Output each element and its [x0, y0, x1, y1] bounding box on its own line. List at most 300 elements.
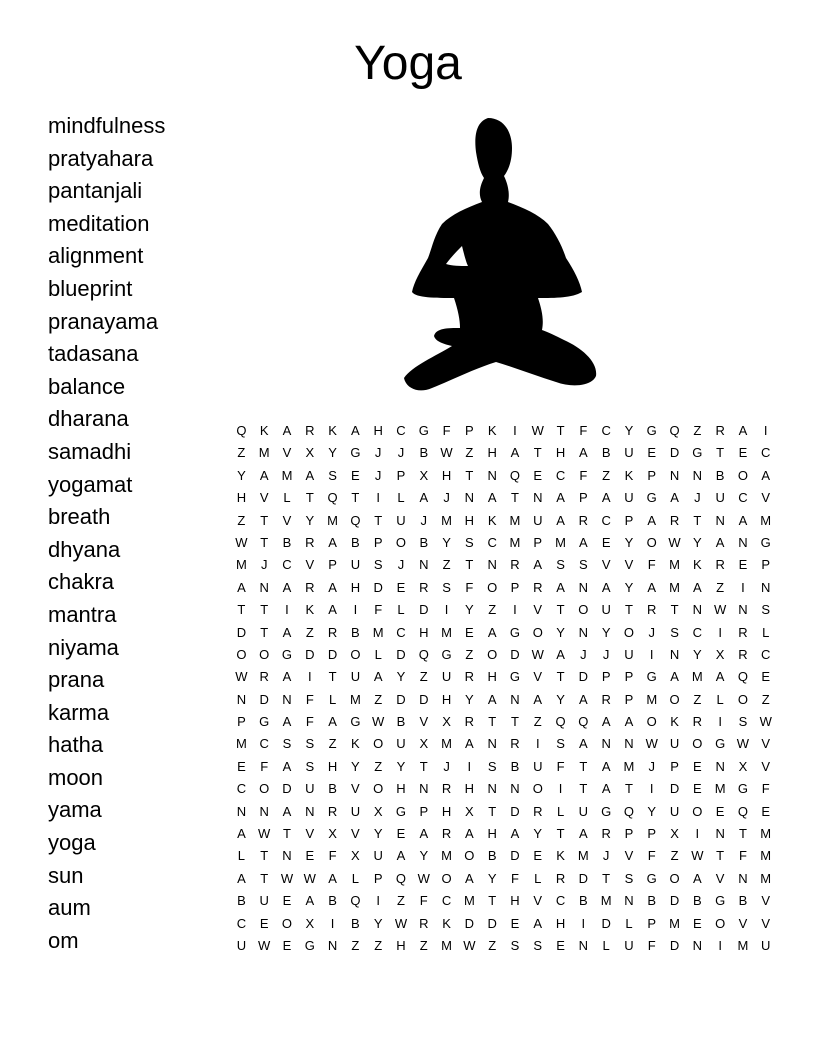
grid-letter: O — [737, 467, 748, 483]
grid-letter: E — [715, 803, 725, 819]
grid-letter: E — [282, 893, 292, 909]
grid-letter: N — [715, 512, 725, 528]
grid-letter: B — [647, 893, 657, 909]
grid-letter: A — [556, 646, 565, 662]
grid-letter: B — [351, 534, 360, 550]
grid-letter: E — [465, 624, 474, 640]
word-list-item: yoga — [48, 830, 96, 856]
word-list-item: meditation — [48, 210, 150, 236]
grid-letter: B — [396, 714, 406, 730]
grid-letter: T — [374, 512, 383, 528]
grid-letter: V — [533, 893, 543, 909]
grid-letter: C — [692, 624, 703, 640]
grid-letter: W — [691, 848, 704, 864]
grid-letter: Z — [488, 602, 497, 618]
grid-letter: N — [282, 848, 292, 864]
grid-letter: A — [601, 490, 611, 506]
grid-letter: M — [600, 893, 612, 909]
grid-letter: G — [509, 624, 521, 640]
grid-letter: M — [669, 579, 680, 595]
grid-letter: K — [624, 467, 634, 483]
grid-letter: U — [578, 803, 589, 819]
grid-letter: F — [305, 691, 314, 707]
grid-letter: X — [328, 826, 337, 842]
grid-letter: R — [419, 915, 429, 931]
grid-letter: J — [602, 848, 610, 864]
grid-letter: A — [282, 669, 292, 685]
grid-letter: G — [601, 803, 612, 819]
grid-letter: R — [692, 714, 703, 730]
grid-letter: D — [373, 579, 383, 595]
grid-letter: F — [647, 937, 656, 953]
grid-letter: T — [693, 512, 702, 528]
meditating-person-silhouette-icon — [396, 114, 602, 394]
grid-letter: A — [487, 624, 497, 640]
grid-letter: N — [761, 579, 771, 595]
grid-letter: I — [558, 781, 563, 797]
grid-letter: V — [533, 602, 543, 618]
grid-letter: A — [305, 467, 315, 483]
grid-letter: K — [259, 423, 269, 438]
grid-letter: O — [236, 646, 247, 662]
grid-letter: W — [713, 602, 727, 618]
grid-letter: O — [715, 915, 726, 931]
grid-letter: F — [260, 758, 269, 774]
grid-letter: S — [487, 758, 497, 774]
grid-letter: A — [373, 669, 383, 685]
grid-letter: N — [282, 691, 292, 707]
grid-letter: A — [624, 714, 634, 730]
grid-letter: N — [738, 534, 748, 550]
word-list-item: pranayama — [48, 308, 159, 334]
grid-letter: K — [693, 557, 702, 573]
grid-letter: Z — [374, 937, 383, 953]
grid-letter: T — [260, 624, 269, 640]
grid-letter: U — [441, 669, 452, 685]
grid-letter: W — [258, 826, 271, 842]
grid-letter: I — [376, 490, 380, 506]
grid-letter: H — [236, 490, 247, 506]
grid-letter: P — [373, 870, 383, 886]
grid-letter: N — [624, 893, 634, 909]
grid-letter: U — [350, 803, 361, 819]
grid-letter: N — [487, 781, 497, 797]
word-list-item: chakra — [48, 569, 115, 595]
grid-letter: L — [534, 870, 542, 886]
grid-letter: B — [601, 445, 611, 461]
grid-letter: V — [761, 736, 771, 752]
grid-letter: A — [259, 467, 269, 483]
grid-letter: Z — [419, 669, 428, 685]
grid-letter: Z — [761, 691, 770, 707]
grid-letter: E — [738, 557, 748, 573]
grid-letter: V — [761, 893, 771, 909]
grid-letter: O — [487, 579, 498, 595]
grid-letter: D — [487, 915, 497, 931]
grid-letter: R — [305, 579, 315, 595]
grid-letter: W — [417, 870, 430, 886]
grid-letter: M — [669, 915, 680, 931]
grid-letter: A — [282, 803, 292, 819]
grid-letter: Z — [328, 736, 337, 752]
word-list-item: hatha — [48, 732, 104, 758]
grid-letter: A — [715, 669, 725, 685]
grid-letter: Z — [442, 557, 451, 573]
word-list-item: dharana — [48, 406, 129, 432]
grid-letter: W — [235, 534, 248, 550]
grid-letter: O — [373, 736, 384, 752]
grid-letter: V — [351, 781, 360, 797]
grid-letter: L — [602, 937, 610, 953]
grid-letter: V — [351, 826, 360, 842]
grid-letter: Z — [351, 937, 360, 953]
grid-letter: U — [601, 602, 611, 618]
word-list-item: mantra — [48, 601, 117, 627]
grid-letter: L — [237, 848, 246, 864]
grid-letter: U — [350, 669, 361, 685]
grid-letter: B — [237, 893, 246, 909]
word-search-grid — [230, 420, 777, 957]
grid-letter: R — [533, 579, 543, 595]
grid-letter: L — [556, 803, 565, 819]
grid-letter: M — [235, 736, 247, 752]
grid-letter: R — [464, 669, 475, 685]
grid-letter: Y — [373, 915, 383, 931]
grid-letter: T — [716, 848, 725, 864]
word-list-item: alignment — [48, 243, 144, 269]
grid-letter: K — [351, 736, 360, 752]
grid-letter: O — [281, 915, 293, 931]
grid-letter: Z — [670, 848, 679, 864]
grid-letter: P — [328, 557, 337, 573]
grid-letter: T — [351, 490, 360, 506]
grid-letter: M — [509, 512, 521, 528]
grid-letter: R — [305, 423, 315, 438]
grid-letter: I — [307, 669, 312, 685]
grid-letter: P — [761, 557, 771, 573]
grid-letter: V — [533, 669, 543, 685]
grid-letter: A — [237, 870, 246, 886]
grid-letter: V — [761, 915, 771, 931]
grid-letter: G — [304, 937, 315, 953]
grid-letter: A — [328, 714, 337, 730]
word-list-item: karma — [48, 699, 110, 725]
grid-letter: W — [394, 915, 408, 931]
grid-letter: A — [351, 423, 360, 438]
grid-letter: P — [670, 758, 679, 774]
grid-letter: O — [464, 848, 475, 864]
grid-letter: D — [236, 624, 247, 640]
grid-letter: I — [695, 826, 700, 842]
grid-letter: P — [624, 512, 634, 528]
grid-letter: W — [463, 937, 476, 953]
grid-letter: W — [280, 870, 294, 886]
grid-letter: V — [761, 758, 771, 774]
grid-letter: G — [259, 714, 270, 730]
grid-letter: M — [760, 826, 772, 842]
grid-letter: I — [718, 624, 722, 640]
grid-letter: A — [556, 490, 565, 506]
grid-letter: N — [738, 870, 748, 886]
grid-letter: V — [282, 445, 292, 461]
grid-letter: M — [372, 624, 384, 640]
grid-letter: A — [487, 490, 497, 506]
grid-letter: J — [397, 557, 405, 573]
grid-letter: R — [259, 669, 269, 685]
grid-letter: O — [532, 781, 543, 797]
grid-letter: T — [305, 490, 314, 506]
grid-letter: B — [328, 893, 337, 909]
grid-letter: N — [487, 736, 497, 752]
grid-letter: J — [420, 512, 428, 528]
grid-letter: Q — [737, 803, 748, 819]
grid-letter: U — [396, 736, 406, 752]
word-list — [48, 110, 165, 957]
grid-letter: C — [555, 893, 566, 909]
grid-letter: A — [533, 915, 543, 931]
grid-letter: F — [761, 781, 770, 797]
grid-letter: U — [305, 781, 315, 797]
grid-letter: K — [556, 848, 565, 864]
grid-letter: Y — [237, 467, 246, 483]
grid-letter: O — [737, 691, 748, 707]
grid-letter: H — [350, 579, 361, 595]
grid-letter: V — [715, 870, 725, 886]
grid-letter: U — [396, 512, 406, 528]
grid-letter: G — [646, 490, 657, 506]
grid-letter: A — [282, 423, 292, 438]
grid-letter: G — [715, 893, 726, 909]
grid-letter: D — [464, 915, 475, 931]
grid-letter: L — [762, 624, 770, 640]
grid-letter: U — [761, 937, 771, 953]
grid-letter: E — [738, 445, 748, 461]
grid-letter: T — [556, 826, 565, 842]
grid-letter: G — [760, 534, 771, 550]
grid-letter: R — [715, 423, 725, 438]
grid-letter: F — [374, 602, 383, 618]
grid-letter: Q — [669, 423, 680, 438]
grid-letter: Z — [374, 691, 383, 707]
grid-letter: Y — [328, 445, 337, 461]
grid-letter: Y — [396, 669, 406, 685]
grid-letter: P — [533, 534, 543, 550]
word-list-item: yama — [48, 797, 102, 823]
grid-letter: S — [305, 758, 315, 774]
grid-letter: W — [258, 937, 271, 953]
grid-letter: E — [396, 826, 406, 842]
grid-letter: Z — [488, 937, 497, 953]
grid-letter: M — [646, 691, 658, 707]
grid-letter: H — [327, 758, 338, 774]
word-list-item: pratyahara — [48, 145, 154, 171]
grid-letter: A — [237, 826, 246, 842]
grid-letter: I — [581, 915, 586, 931]
grid-letter: C — [441, 893, 452, 909]
grid-letter: C — [738, 490, 748, 506]
grid-letter: R — [327, 803, 338, 819]
grid-letter: H — [396, 937, 406, 953]
grid-letter: S — [556, 557, 565, 573]
grid-letter: F — [579, 467, 588, 483]
grid-letter: F — [647, 848, 656, 864]
grid-letter: F — [510, 870, 519, 886]
grid-letter: N — [578, 624, 589, 640]
grid-letter: G — [281, 646, 293, 662]
grid-letter: D — [578, 870, 589, 886]
grid-letter: N — [715, 758, 725, 774]
word-list-item: aum — [48, 895, 91, 921]
grid-letter: L — [625, 915, 633, 931]
grid-letter: A — [670, 669, 679, 685]
grid-letter: U — [715, 490, 725, 506]
grid-letter: Y — [396, 758, 406, 774]
grid-letter: X — [373, 803, 383, 819]
word-list-item: tadasana — [48, 341, 139, 367]
word-list-item: yogamat — [48, 471, 133, 497]
grid-letter: E — [647, 445, 657, 461]
grid-letter: V — [282, 512, 292, 528]
grid-letter: B — [282, 534, 292, 550]
grid-letter: N — [487, 467, 497, 483]
grid-letter: L — [397, 602, 405, 618]
grid-letter: R — [510, 557, 520, 573]
grid-letter: N — [510, 691, 520, 707]
grid-letter: R — [441, 781, 452, 797]
grid-letter: P — [465, 423, 474, 438]
grid-letter: D — [282, 781, 292, 797]
grid-letter: Z — [305, 624, 314, 640]
grid-letter: T — [602, 870, 611, 886]
grid-letter: I — [353, 602, 358, 618]
word-list-item: samadhi — [48, 438, 132, 464]
grid-letter: E — [510, 915, 520, 931]
grid-letter: W — [440, 445, 453, 461]
grid-letter: G — [646, 423, 657, 438]
grid-letter: R — [510, 736, 520, 752]
grid-letter: A — [533, 557, 543, 573]
grid-letter: M — [441, 848, 452, 864]
grid-letter: T — [260, 512, 269, 528]
grid-letter: T — [488, 714, 497, 730]
grid-letter: K — [487, 512, 497, 528]
grid-letter: V — [601, 557, 611, 573]
grid-letter: B — [487, 848, 497, 864]
grid-letter: D — [259, 691, 269, 707]
grid-letter: D — [669, 937, 680, 953]
grid-letter: D — [669, 445, 680, 461]
grid-letter: E — [351, 467, 360, 483]
grid-letter: P — [579, 490, 588, 506]
grid-letter: P — [624, 826, 634, 842]
grid-letter: Y — [373, 826, 383, 842]
grid-letter: P — [237, 714, 246, 730]
grid-letter: E — [533, 848, 543, 864]
grid-letter: O — [373, 781, 384, 797]
grid-letter: T — [579, 758, 588, 774]
word-list-item: breath — [48, 504, 111, 530]
grid-letter: A — [693, 870, 702, 886]
grid-letter: N — [419, 781, 429, 797]
grid-letter: T — [328, 669, 337, 685]
grid-letter: T — [260, 870, 269, 886]
grid-letter: R — [464, 714, 475, 730]
grid-letter: I — [741, 579, 745, 595]
grid-letter: J — [694, 490, 701, 506]
grid-letter: F — [419, 893, 428, 909]
grid-letter: M — [281, 467, 293, 483]
grid-letter: F — [738, 848, 747, 864]
grid-letter: I — [444, 602, 449, 618]
grid-letter: I — [535, 736, 540, 752]
grid-letter: D — [510, 646, 520, 662]
grid-letter: D — [327, 646, 338, 662]
grid-letter: S — [556, 736, 565, 752]
grid-letter: J — [397, 445, 405, 461]
grid-letter: F — [465, 579, 474, 595]
grid-letter: W — [531, 646, 544, 662]
grid-letter: S — [305, 736, 315, 752]
grid-letter: H — [464, 781, 475, 797]
grid-letter: Q — [350, 512, 361, 528]
grid-letter: N — [487, 557, 497, 573]
grid-letter: J — [648, 758, 655, 774]
grid-letter: R — [647, 602, 657, 618]
grid-letter: Q — [737, 669, 748, 685]
grid-letter: M — [760, 848, 772, 864]
grid-letter: Y — [556, 691, 565, 707]
grid-letter: M — [737, 937, 749, 953]
grid-letter: Z — [602, 467, 611, 483]
grid-letter: A — [579, 534, 588, 550]
grid-letter: Q — [555, 714, 566, 730]
grid-letter: Z — [419, 937, 428, 953]
grid-letter: M — [441, 624, 452, 640]
grid-letter: Z — [465, 445, 474, 461]
grid-letter: M — [441, 736, 452, 752]
grid-letter: N — [669, 646, 680, 662]
grid-letter: N — [236, 691, 247, 707]
grid-letter: N — [259, 803, 269, 819]
grid-letter: D — [396, 691, 406, 707]
grid-letter: Q — [509, 467, 521, 483]
grid-letter: A — [670, 490, 679, 506]
grid-letter: Q — [236, 423, 247, 438]
grid-letter: A — [579, 691, 588, 707]
grid-letter: T — [670, 602, 679, 618]
grid-letter: R — [533, 803, 543, 819]
grid-letter: O — [692, 803, 703, 819]
grid-letter: L — [397, 490, 405, 506]
grid-letter: T — [488, 803, 497, 819]
grid-letter: Z — [397, 893, 405, 909]
grid-letter: M — [441, 937, 452, 953]
grid-letter: I — [376, 893, 380, 909]
grid-letter: X — [670, 826, 679, 842]
grid-letter: R — [555, 870, 566, 886]
grid-letter: N — [601, 736, 611, 752]
grid-letter: A — [328, 579, 337, 595]
grid-letter: M — [555, 534, 566, 550]
grid-letter: X — [419, 736, 429, 752]
grid-letter: G — [692, 445, 703, 461]
grid-letter: Z — [716, 579, 725, 595]
word-list-item: blueprint — [48, 275, 133, 301]
grid-letter: G — [715, 736, 726, 752]
grid-letter: N — [578, 579, 589, 595]
grid-letter: R — [327, 624, 338, 640]
grid-letter: N — [533, 490, 543, 506]
